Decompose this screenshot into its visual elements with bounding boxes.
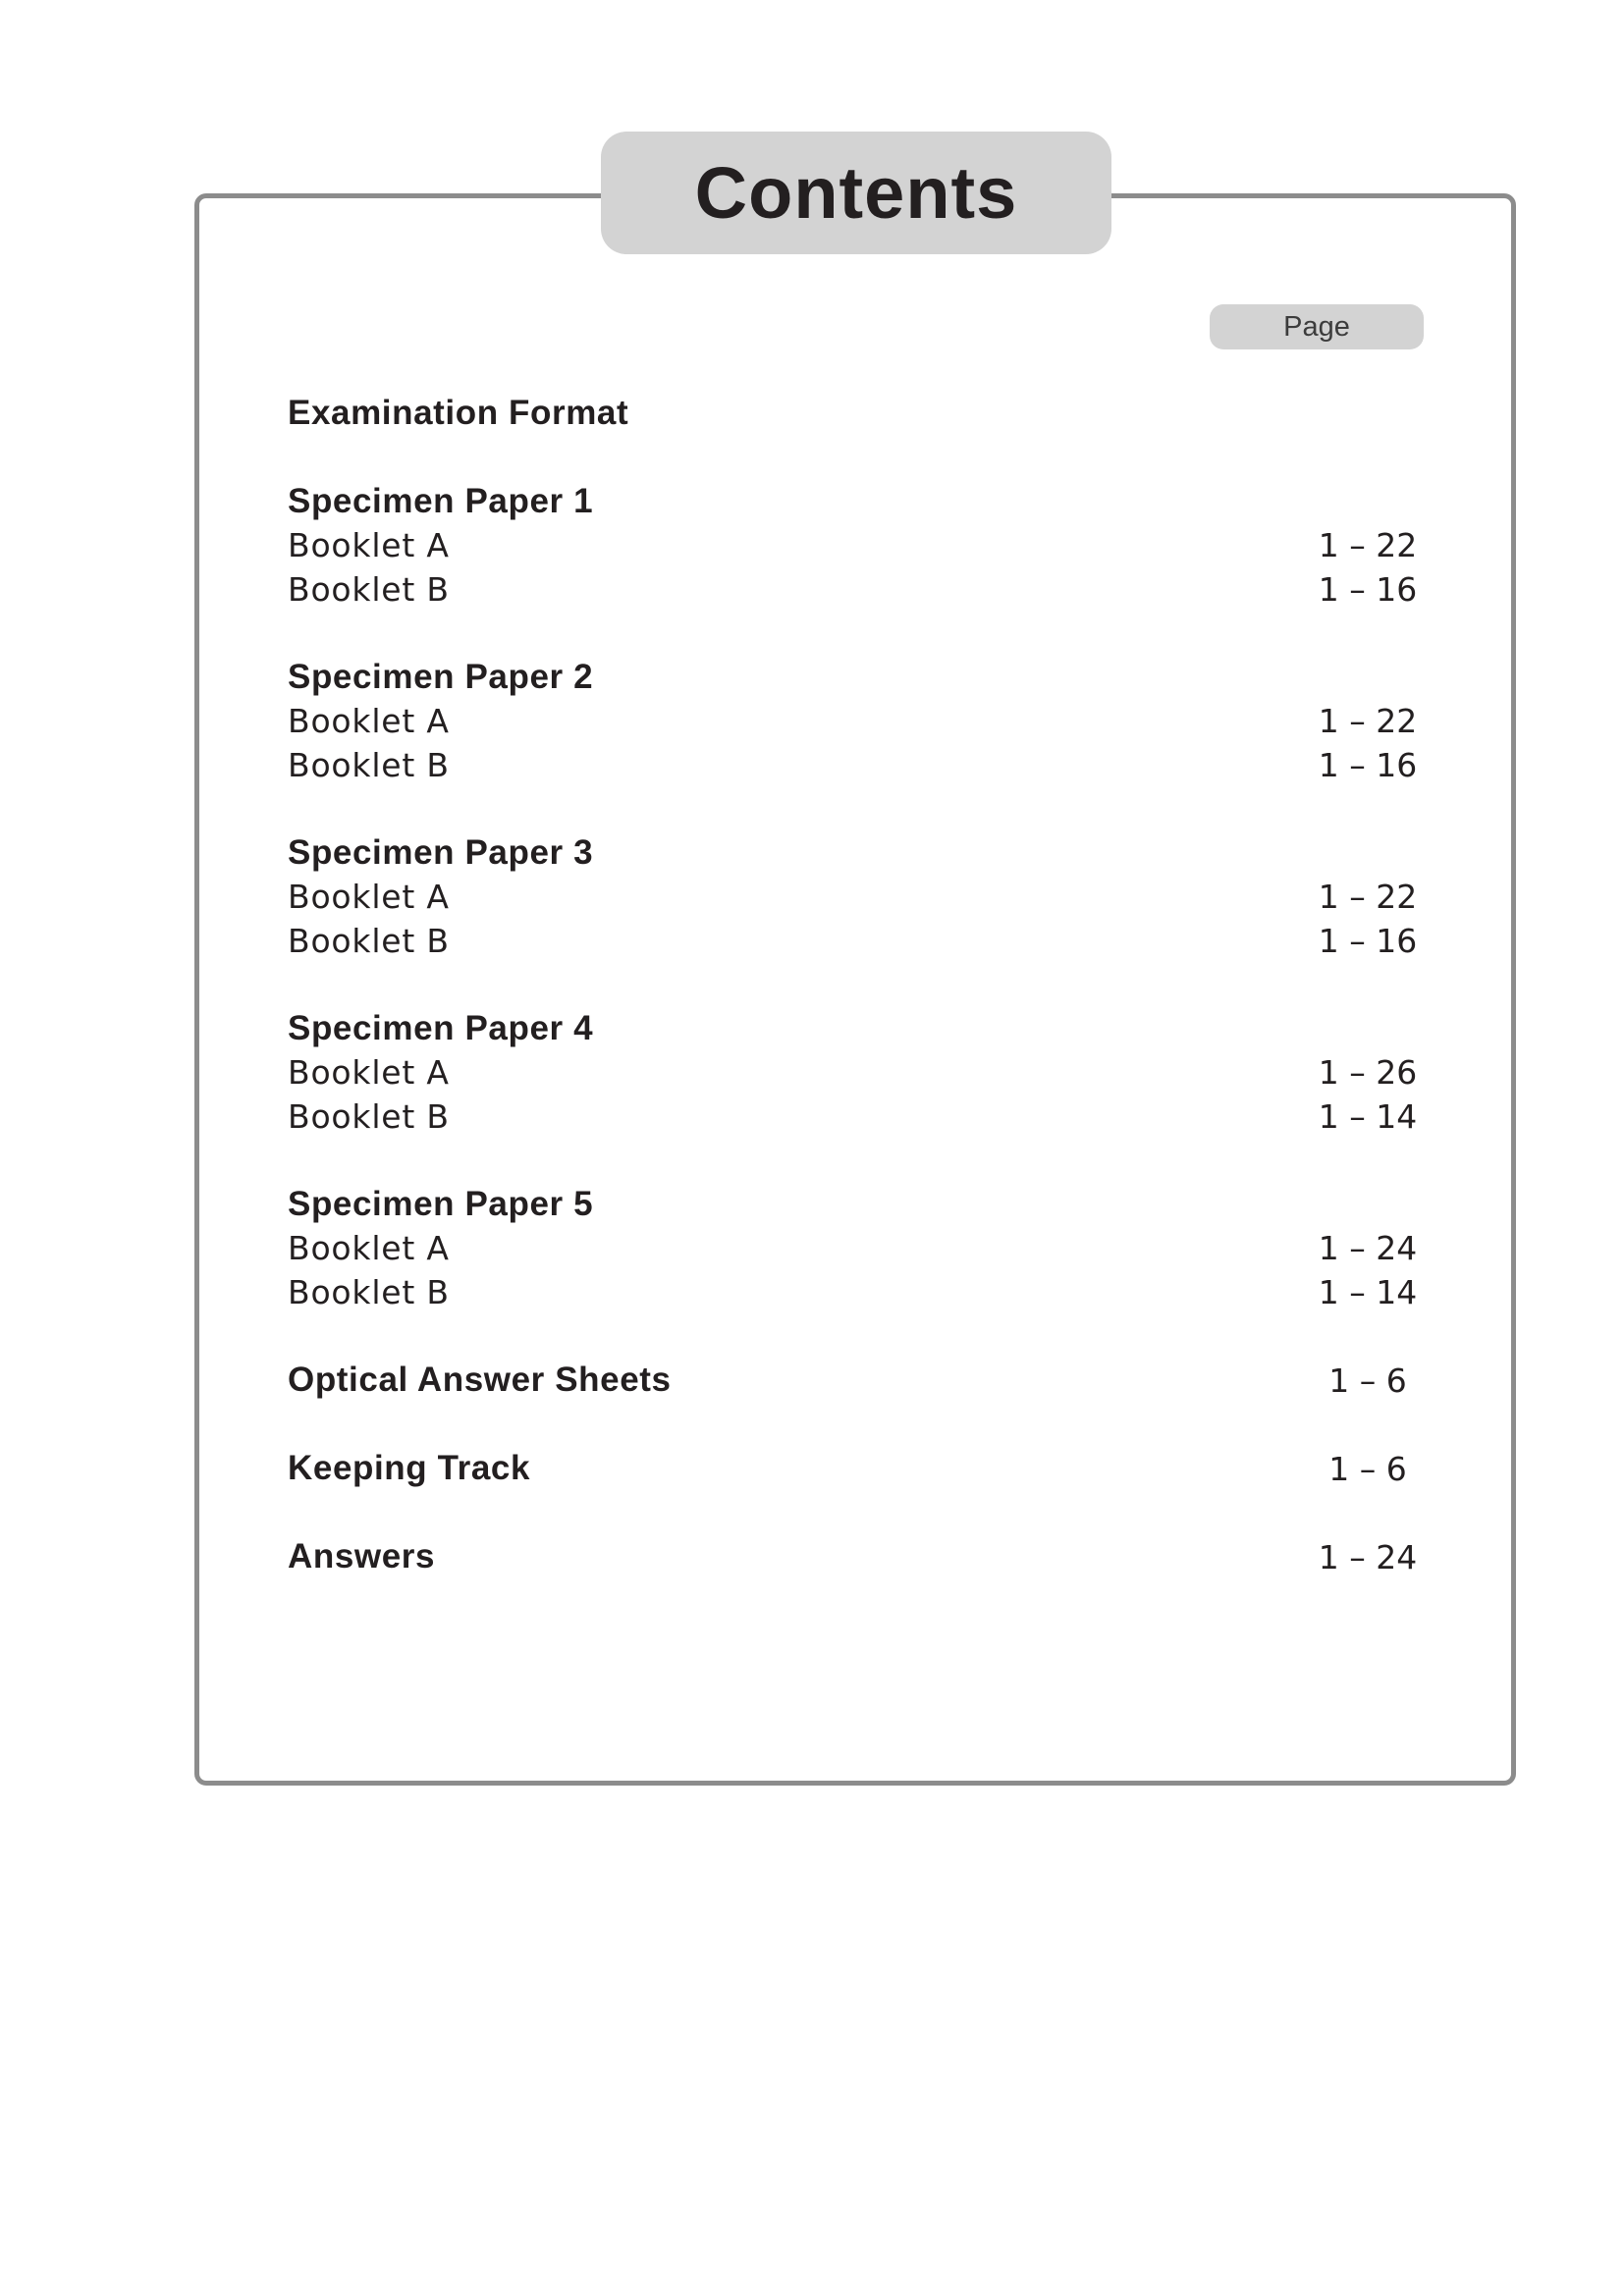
toc-section-specimen-paper-4[interactable] [288, 1006, 1368, 1051]
toc-entry-page-range: 1 – 16 [1318, 745, 1418, 784]
toc-section-specimen-paper-2[interactable] [288, 655, 1368, 700]
toc-entry-answers[interactable] [288, 1534, 1418, 1579]
toc-entry-page-range: 1 – 16 [1318, 569, 1418, 609]
toc-section-specimen-paper-1[interactable] [288, 479, 1368, 524]
toc-entry-page-range: 1 – 26 [1318, 1052, 1418, 1092]
toc-section-label: Specimen Paper 2 [288, 658, 594, 696]
toc-entry-booklet-a[interactable] [288, 1225, 1418, 1270]
toc-entry-label: Examination Format [288, 394, 629, 432]
toc-entry-label: Booklet A [288, 877, 450, 916]
toc-entry-label: Booklet B [288, 1272, 450, 1311]
toc-entry-label: Booklet A [288, 1228, 450, 1267]
toc-entry-page-range: 1 – 14 [1318, 1272, 1418, 1311]
toc-section-specimen-paper-3[interactable] [288, 830, 1368, 876]
title-tab [601, 132, 1111, 254]
toc-entry-label: Booklet B [288, 745, 450, 784]
toc-entry-label: Booklet A [288, 701, 450, 740]
toc-entry-label: Booklet A [288, 525, 450, 564]
toc-entry-page-range: 1 – 14 [1318, 1096, 1418, 1136]
page-column-header [1210, 304, 1424, 349]
toc-entry-booklet-b[interactable] [288, 1269, 1418, 1314]
toc-entry-page-range: 1 – 6 [1328, 1361, 1407, 1400]
toc-entry-label: Optical Answer Sheets [288, 1361, 672, 1399]
toc-entry-booklet-b[interactable] [288, 918, 1418, 963]
page-column-label: Page [1283, 310, 1350, 343]
toc-section-label: Specimen Paper 4 [288, 1009, 594, 1047]
toc-section-specimen-paper-5[interactable] [288, 1182, 1368, 1227]
toc-entry-booklet-a[interactable] [288, 698, 1418, 743]
toc-entry-label: Booklet B [288, 921, 450, 960]
toc-entry-optical-answer-sheets[interactable] [288, 1358, 1407, 1403]
toc-entry-page-range: 1 – 22 [1318, 701, 1418, 740]
toc-entry-examination-format[interactable] [288, 391, 1368, 436]
toc-entry-page-range: 1 – 16 [1318, 921, 1418, 960]
toc-section-label: Specimen Paper 1 [288, 482, 594, 520]
toc-entry-booklet-a[interactable] [288, 1049, 1418, 1095]
toc-entry-label: Booklet A [288, 1052, 450, 1092]
toc-entry-booklet-b[interactable] [288, 566, 1418, 612]
toc-entry-booklet-b[interactable] [288, 742, 1418, 787]
toc-section-label: Specimen Paper 3 [288, 833, 594, 872]
toc-entry-page-range: 1 – 24 [1318, 1228, 1418, 1267]
toc-entry-page-range: 1 – 22 [1318, 525, 1418, 564]
toc-entry-booklet-a[interactable] [288, 522, 1418, 567]
toc-entry-label: Keeping Track [288, 1449, 531, 1487]
toc-entry-page-range: 1 – 22 [1318, 877, 1418, 916]
toc-section-label: Specimen Paper 5 [288, 1185, 594, 1223]
toc-entry-page-range: 1 – 24 [1318, 1537, 1418, 1576]
toc-entry-page-range: 1 – 6 [1328, 1449, 1407, 1488]
toc-entry-label: Answers [288, 1537, 436, 1575]
toc-entry-keeping-track[interactable] [288, 1446, 1407, 1491]
toc-entry-booklet-a[interactable] [288, 874, 1418, 919]
page-title: Contents [694, 152, 1018, 234]
toc-entry-booklet-b[interactable] [288, 1094, 1418, 1139]
toc-entry-label: Booklet B [288, 569, 450, 609]
toc-entry-label: Booklet B [288, 1096, 450, 1136]
